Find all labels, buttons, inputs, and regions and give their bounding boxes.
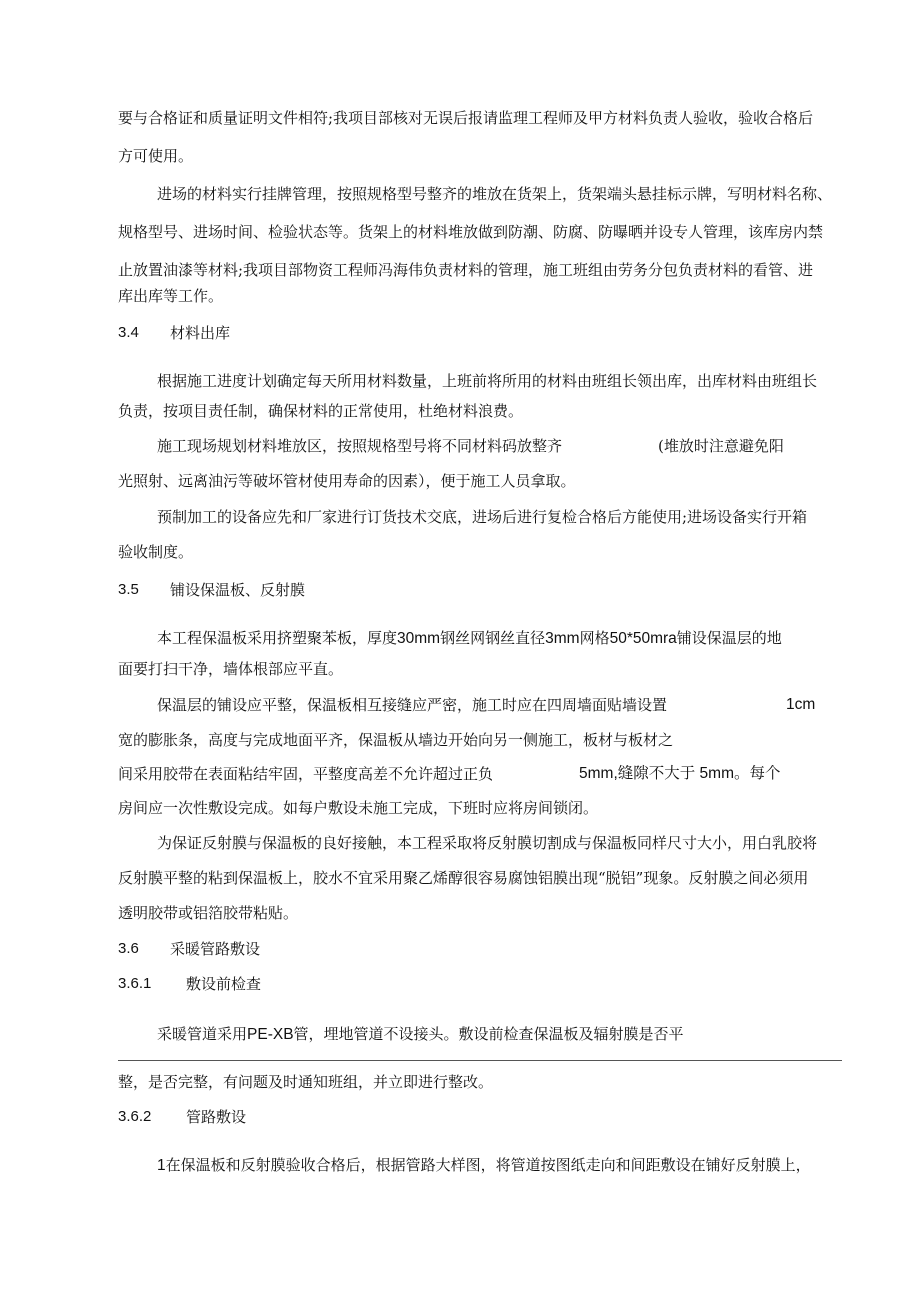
- body-text-line: (堆放时注意避免阳: [658, 437, 784, 455]
- body-text-line: 房间应一次性敷设完成。如每户敷设未施工完成，下班时应将房间锁闭。: [118, 799, 599, 817]
- text-run: 网格: [579, 629, 610, 647]
- body-text-line: 施工现场规划材料堆放区，按照规格型号将不同材料码放整齐: [157, 437, 563, 455]
- body-text-line: 止放置油漆等材料;我项目部物资工程师冯海伟负责材料的管理，施工班组由劳务分包负责材料的看管、进: [118, 261, 814, 279]
- text-run: 本工程保温板采用挤塑聚苯板，厚度: [157, 629, 398, 647]
- body-text-line: 反射膜平整的粘到保温板上，胶水不宜采用聚乙烯醇很容易腐蚀铝膜出现“脱铝”现象。反射膜之间必须用: [118, 869, 809, 887]
- body-text-line: 负责，按项目责任制，确保材料的正常使用，杜绝材料浪费。: [118, 402, 524, 420]
- body-text-line: [157, 627, 782, 650]
- section-number: 3.5: [118, 581, 139, 598]
- body-text-line: 宽的膨胀条，高度与完成地面平齐，保温板从墙边开始向另一侧施工，板材与板材之: [118, 731, 674, 749]
- body-text-line: 进场的材料实行挂牌管理，按照规格型号整齐的堆放在货架上，货架端头悬挂标示牌，写明材料名称、: [157, 185, 833, 203]
- text-run: 1: [157, 1157, 166, 1174]
- subsection-number: 3.6.1: [118, 975, 152, 992]
- body-text-line: 光照射、远离油污等破坏管材使用寿命的因素），便于施工人员拿取。: [118, 472, 576, 490]
- body-text-line: 1cm: [786, 696, 816, 713]
- text-run: 在保温板和反射膜验收合格后，根据管路大样图，将管道按图纸走向和间距敷设在铺好反射膜上，: [165, 1156, 811, 1174]
- text-run: 3mm: [545, 630, 580, 647]
- body-text-line: 透明胶带或铝箔胶带粘贴。: [118, 904, 299, 922]
- text-run: 管，埋地管道不设接头。敷设前检查保温板及辐射膜是否平: [293, 1025, 684, 1043]
- section-number: 3.6: [118, 940, 139, 957]
- body-text-line: 预制加工的设备应先和厂家进行订货技术交底，进场后进行复检合格后方能使用;进场设备实行开箱: [157, 508, 808, 526]
- subsection-number: 3.6.2: [118, 1108, 152, 1125]
- body-text-line: 根据施工进度计划确定每天所用材料数量，上班前将所用的材料由班组长领出库，出库材料由班组长: [157, 372, 818, 390]
- text-run: 50*50mra: [609, 630, 677, 647]
- body-text-line: 整，是否完整，有问题及时通知班组，并立即进行整改。: [118, 1073, 494, 1091]
- body-text-line: 5mm,缝隙不大于 5mm。每个: [579, 765, 781, 782]
- body-text-line: [157, 1154, 811, 1177]
- text-run: 铺设保温层的地: [676, 629, 782, 647]
- section-heading: 材料出库: [170, 324, 231, 342]
- text-run: 采暖管道采用: [157, 1025, 248, 1043]
- body-text-line: [157, 1023, 684, 1046]
- section-heading: 采暖管路敷设: [170, 940, 261, 958]
- body-text-line: 库出库等工作。: [118, 287, 224, 305]
- text-run: 30mm: [397, 630, 441, 647]
- subsection-heading: 管路敷设: [186, 1108, 247, 1126]
- body-text-line: 方可使用。: [118, 147, 194, 165]
- body-text-line: 验收制度。: [118, 543, 194, 561]
- section-number: 3.4: [118, 324, 139, 341]
- horizontal-divider: [118, 1060, 842, 1061]
- body-text-line: 保温层的铺设应平整，保温板相互接缝应严密，施工时应在四周墙面贴墙设置: [157, 696, 668, 714]
- body-text-line: 面要打扫干净，墙体根部应平直。: [118, 660, 344, 678]
- subsection-heading: 敷设前检查: [186, 975, 262, 993]
- body-text-line: 间采用胶带在表面粘结牢固，平整度高差不允许超过正负: [118, 765, 494, 783]
- text-run: PE-XB: [247, 1026, 294, 1043]
- body-text-line: 要与合格证和质量证明文件相符;我项目部核对无误后报请监理工程师及甲方材料负责人验收，验收合格后: [118, 109, 814, 127]
- text-run: 钢丝网钢丝直径: [440, 629, 546, 647]
- body-text-line: 规格型号、进场时间、检验状态等。货架上的材料堆放做到防潮、防腐、防曝晒并设专人管理，该库房内禁: [118, 223, 824, 241]
- body-text-line: 为保证反射膜与保温板的良好接触，本工程采取将反射膜切割成与保温板同样尺寸大小，用白乳胶将: [157, 834, 818, 852]
- section-heading: 铺设保温板、反射膜: [170, 581, 306, 599]
